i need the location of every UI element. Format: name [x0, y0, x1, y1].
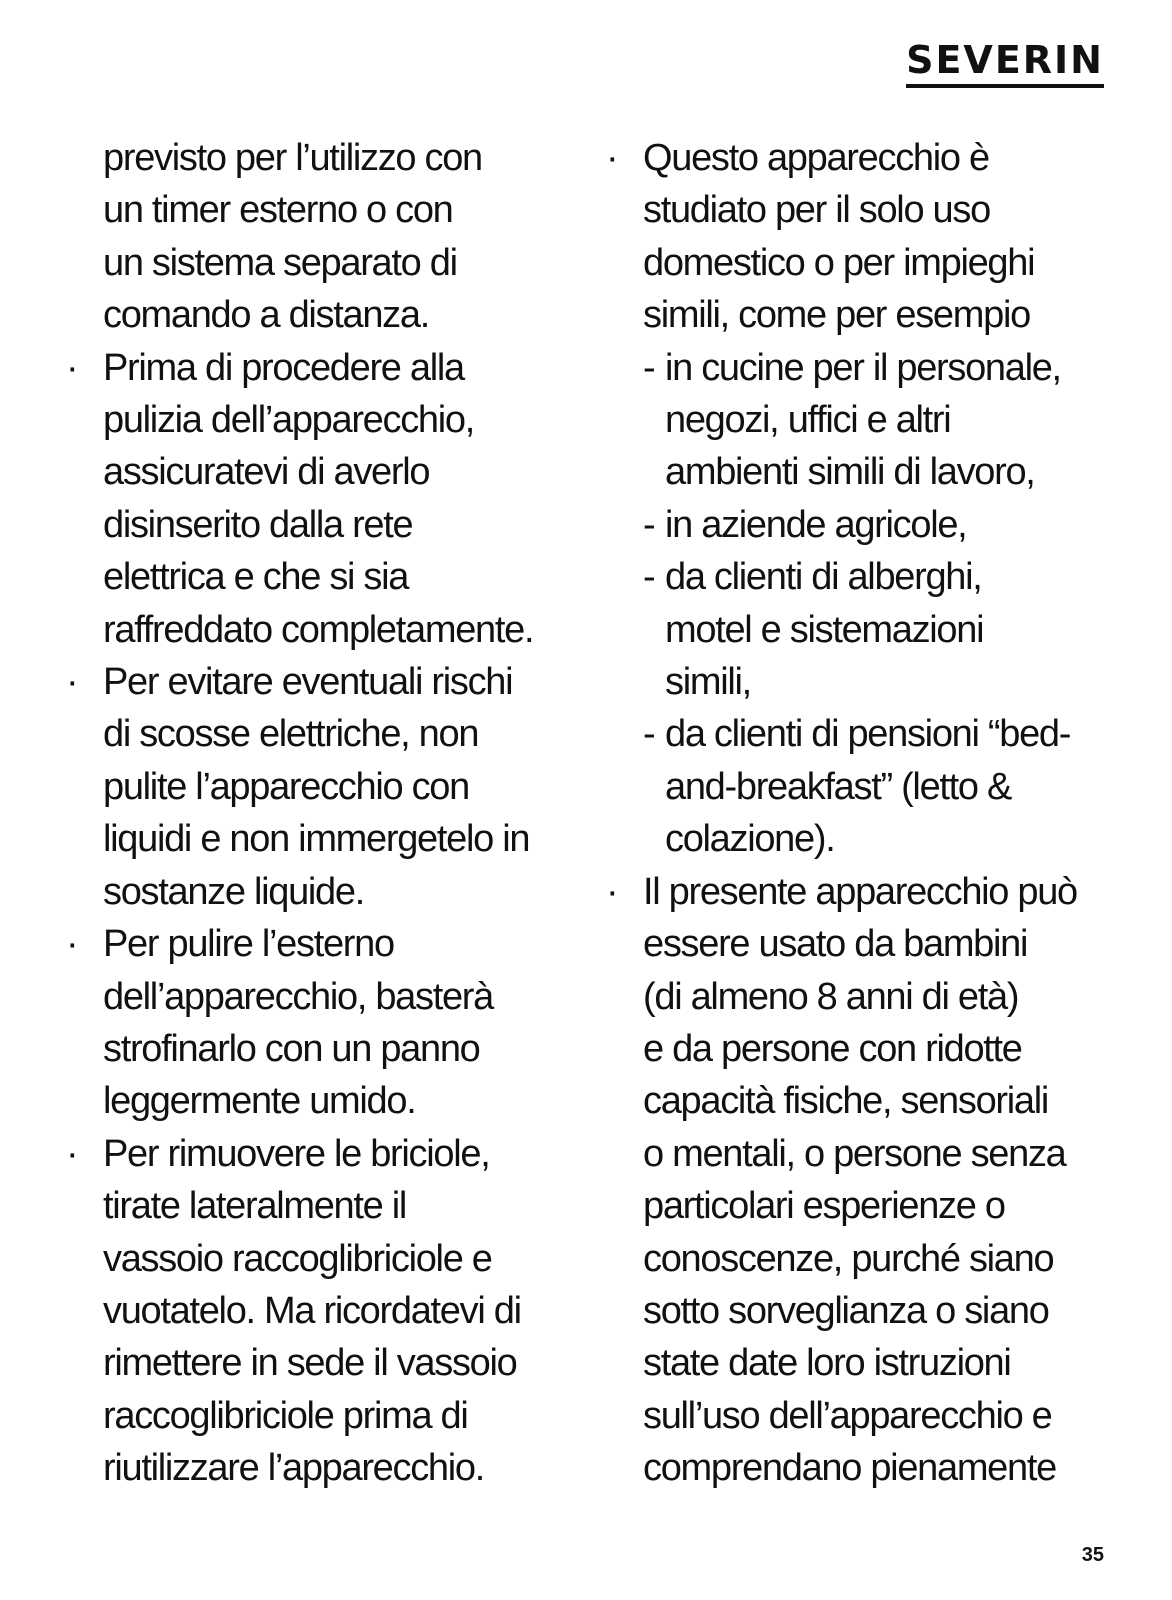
text-line: Per pulire l’esterno: [103, 923, 394, 966]
text-line: rimettere in sede il vassoio: [103, 1342, 517, 1385]
bullet-icon: ·: [66, 1132, 78, 1175]
text-line: in aziende agricole,: [665, 503, 967, 546]
continuation-paragraph: [66, 132, 566, 342]
bullet-icon: ·: [606, 870, 618, 913]
text-line: un sistema separato di: [103, 241, 457, 284]
text-line: particolari esperienze o: [643, 1185, 1005, 1228]
text-line: in cucine per il personale,: [665, 346, 1061, 389]
dash-icon: -: [643, 713, 655, 756]
text-line: riutilizzare l’apparecchio.: [103, 1447, 484, 1490]
right-column: [606, 132, 1116, 1495]
bullet-icon: ·: [66, 661, 78, 704]
text-line: simili, come per esempio: [643, 294, 1030, 337]
text-line: capacità fisiche, sensoriali: [643, 1080, 1049, 1123]
text-line: sostanze liquide.: [103, 870, 364, 913]
list-item: [66, 918, 566, 1128]
text-line: comando a distanza.: [103, 294, 429, 337]
text-line: da clienti di alberghi,: [665, 556, 982, 599]
text-line: previsto per l’utilizzo con: [103, 137, 482, 179]
text-line: Il presente apparecchio può: [643, 870, 1077, 913]
list-item: [66, 656, 566, 918]
text-line: vassoio raccoglibriciole e: [103, 1237, 492, 1280]
list-item: [66, 1128, 566, 1495]
text-line: negozi, uffici e altri: [665, 399, 951, 442]
bullet-icon: ·: [606, 137, 618, 179]
text-line: motel e sistemazioni: [665, 608, 984, 651]
text-line: elettrica e che si sia: [103, 556, 409, 599]
text-line: state date loro istruzioni: [643, 1342, 1011, 1385]
text-line: raccoglibriciole prima di: [103, 1394, 468, 1437]
text-line: Per rimuovere le briciole,: [103, 1132, 490, 1175]
text-line: essere usato da bambini: [643, 923, 1028, 966]
dash-icon: -: [643, 503, 655, 546]
sub-list-item: [643, 551, 1116, 708]
text-line: Prima di procedere alla: [103, 346, 464, 389]
text-line: strofinarlo con un panno: [103, 1027, 480, 1070]
dash-icon: -: [643, 556, 655, 599]
text-line: e da persone con ridotte: [643, 1027, 1022, 1070]
text-line: studiato per il solo uso: [643, 189, 990, 232]
text-line: colazione).: [665, 818, 835, 861]
text-line: assicuratevi di averlo: [103, 451, 430, 494]
text-line: simili,: [665, 661, 751, 704]
text-line: dell’apparecchio, basterà: [103, 975, 493, 1018]
bullet-icon: ·: [66, 923, 78, 966]
text-line: raffreddato completamente.: [103, 608, 534, 651]
text-line: di scosse elettriche, non: [103, 713, 479, 756]
list-item: [606, 132, 1116, 866]
text-line: o mentali, o persone senza: [643, 1132, 1066, 1175]
sub-list-item: [643, 708, 1116, 865]
dash-icon: -: [643, 346, 655, 389]
text-line: sotto sorveglianza o siano: [643, 1289, 1049, 1332]
text-line: Questo apparecchio è: [643, 137, 989, 179]
text-line: disinserito dalla rete: [103, 503, 413, 546]
text-line: ambienti simili di lavoro,: [665, 451, 1035, 494]
text-line: liquidi e non immergetelo in: [103, 818, 530, 861]
text-line: conoscenze, purché siano: [643, 1237, 1054, 1280]
text-line: domestico o per impieghi: [643, 241, 1035, 284]
list-item: [606, 866, 1116, 1495]
list-item: [66, 342, 566, 656]
sub-list-item: [643, 499, 1116, 551]
text-line: pulizia dell’apparecchio,: [103, 399, 474, 442]
text-line: leggermente umido.: [103, 1080, 416, 1123]
text-line: comprendano pienamente: [643, 1447, 1056, 1490]
left-column: [66, 132, 566, 1495]
text-line: vuotatelo. Ma ricordatevi di: [103, 1289, 521, 1332]
text-line: and-breakfast” (letto &: [665, 765, 1012, 808]
brand-logo: SEVERIN: [906, 38, 1104, 88]
text-line: sull’uso dell’apparecchio e: [643, 1394, 1052, 1437]
text-line: pulite l’apparecchio con: [103, 765, 469, 808]
text-line: da clienti di pensioni “bed-: [665, 713, 1071, 756]
text-line: un timer esterno o con: [103, 189, 453, 232]
text-line: (di almeno 8 anni di età): [643, 975, 1019, 1018]
sub-list-item: [643, 342, 1116, 499]
text-line: tirate lateralmente il: [103, 1185, 406, 1228]
bullet-icon: ·: [66, 346, 78, 389]
page-number: 35: [1081, 1544, 1104, 1566]
text-line: Per evitare eventuali rischi: [103, 661, 513, 704]
